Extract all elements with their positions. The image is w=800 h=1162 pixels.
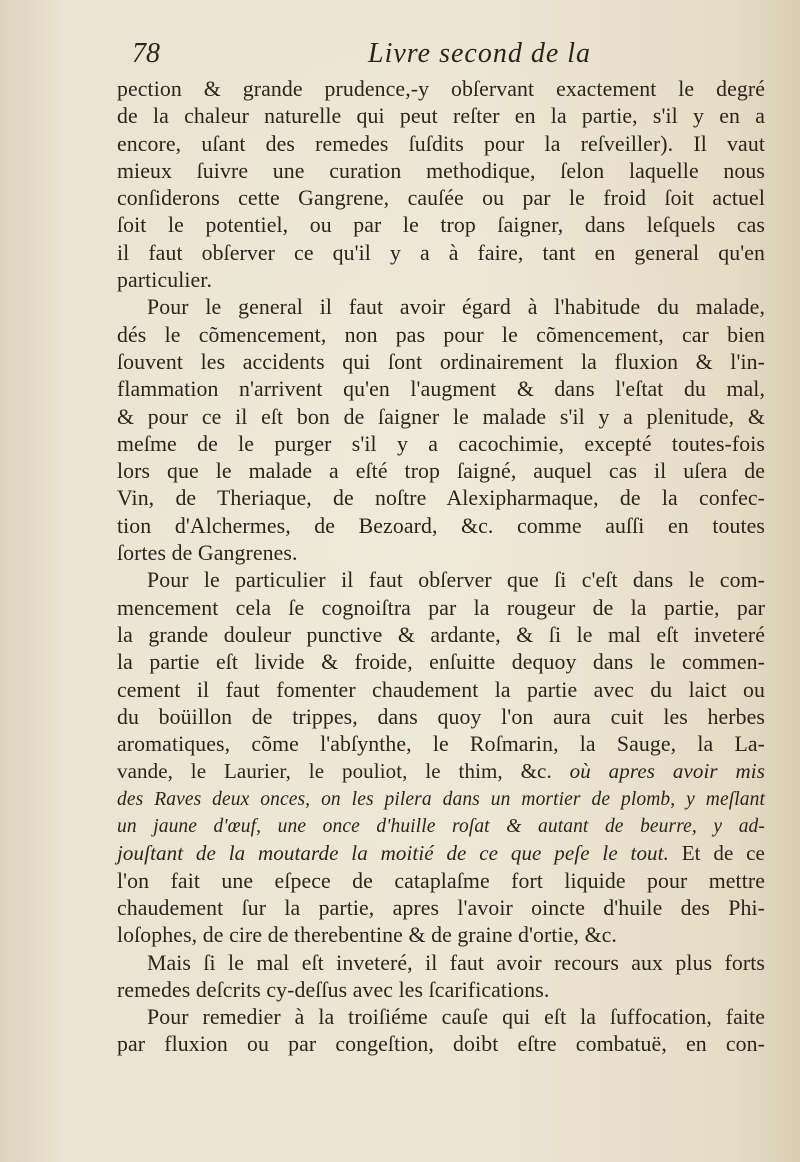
- running-title: Livre second de la: [368, 38, 592, 69]
- text-line: flammation n'arrivent qu'en l'augment & dans l'eſtat du mal,: [117, 377, 765, 402]
- text-line: pection & grande prudence,-y obſervant exactement le degré: [117, 77, 765, 101]
- text-line-mixed: [117, 840, 765, 867]
- text-line: & pour ce il eſt bon de ſaigner le malade s'il y a plenitude, &: [117, 404, 765, 429]
- text-line: Pour le particulier il faut obſerver que ſi c'eſt dans le com-: [147, 568, 765, 593]
- text-segment-italic: où apres avoir mis: [569, 759, 765, 784]
- text-line: la partie eſt livide & froide, enſuitte dequoy dans le commen-: [117, 650, 765, 675]
- text-segment: Et de ce: [681, 841, 765, 866]
- text-line: mieux ſuivre une curation methodique, ſelon laquelle nous: [117, 158, 765, 183]
- text-line: meſme de le purger s'il y a cacochimie, excepté toutes-fois: [117, 431, 765, 456]
- text-line: il faut obſerver ce qu'il y a à faire, tant en general qu'en: [117, 240, 765, 265]
- body-text: [117, 76, 765, 1059]
- text-line: dés le cõmencement, non pas pour le cõmencement, car bien: [117, 322, 765, 347]
- text-segment-italic: jouſtant de la moutarde la moitié de ce que peſe le tout.: [117, 841, 669, 866]
- text-line: lors que le malade a eſté trop ſaigné, auquel cas il uſera de: [117, 459, 765, 484]
- text-line: encore, uſant des remedes ſuſdits pour la reſveiller). Il vaut: [117, 131, 765, 156]
- text-line: Pour remedier à la troiſiéme cauſe qui eſt la ſuffocation, faite: [147, 1005, 765, 1030]
- text-segment: vande, le Laurier, le pouliot, le thim, &c.: [117, 759, 552, 784]
- text-line: aromatiques, cõme l'abſynthe, le Roſmarin, la Sauge, la La-: [117, 732, 765, 757]
- text-line: Vin, de Theriaque, de noſtre Alexipharmaque, de la confec-: [117, 486, 765, 511]
- text-line: du boüillon de trippes, dans quoy l'on aura cuit les herbes: [117, 704, 765, 729]
- text-line: Mais ſi le mal eſt inveteré, il faut avoir recours aux plus forts: [147, 950, 765, 975]
- text-line: de la chaleur naturelle qui peut reſter en la partie, s'il y en a: [117, 104, 765, 129]
- text-line: conſiderons cette Gangrene, cauſée ou par le froid ſoit actuel: [117, 186, 765, 211]
- text-line: particulier.: [117, 268, 213, 293]
- text-line: cement il faut fomenter chaudement la partie avec du laict ou: [117, 677, 765, 702]
- text-line: l'on fait une eſpece de cataplaſme fort liquide pour mettre: [117, 868, 765, 893]
- text-line-mixed: [117, 758, 765, 785]
- text-line: par fluxion ou par congeſtion, doibt eſtre combatuë, en con-: [117, 1032, 765, 1057]
- text-line: la grande douleur punctive & ardante, & ſi le mal eſt inveteré: [117, 622, 765, 647]
- text-line: ſouvent les accidents qui ſont ordinairement la fluxion & l'in-: [117, 349, 765, 374]
- text-line: tion d'Alchermes, de Bezoard, &c. comme auſſi en toutes: [117, 513, 765, 538]
- text-line: ſoit le potentiel, ou par le trop ſaigner, dans leſquels cas: [117, 213, 765, 238]
- text-line: Pour le general il faut avoir égard à l'habitude du malade,: [147, 295, 765, 320]
- page-header: [120, 36, 760, 76]
- text-line: ſortes de Gangrenes.: [117, 541, 298, 566]
- text-line: remedes deſcrits cy-deſſus avec les ſcarifications.: [117, 977, 550, 1002]
- text-line: chaudement ſur la partie, apres l'avoir oincte d'huile des Phi-: [117, 895, 765, 920]
- text-line-italic: un jaune d'œuf, une once d'huille roſat & autant de beurre, y ad-: [117, 816, 765, 838]
- page-number: 78: [132, 38, 160, 69]
- text-line: mencement cela ſe cognoiſtra par la rougeur de la partie, par: [117, 595, 765, 620]
- text-line: loſophes, de cire de therebentine & de graine d'ortie, &c.: [117, 923, 617, 948]
- text-line-italic: des Raves deux onces, on les pilera dans un mortier de plomb, y meſlant: [117, 788, 765, 810]
